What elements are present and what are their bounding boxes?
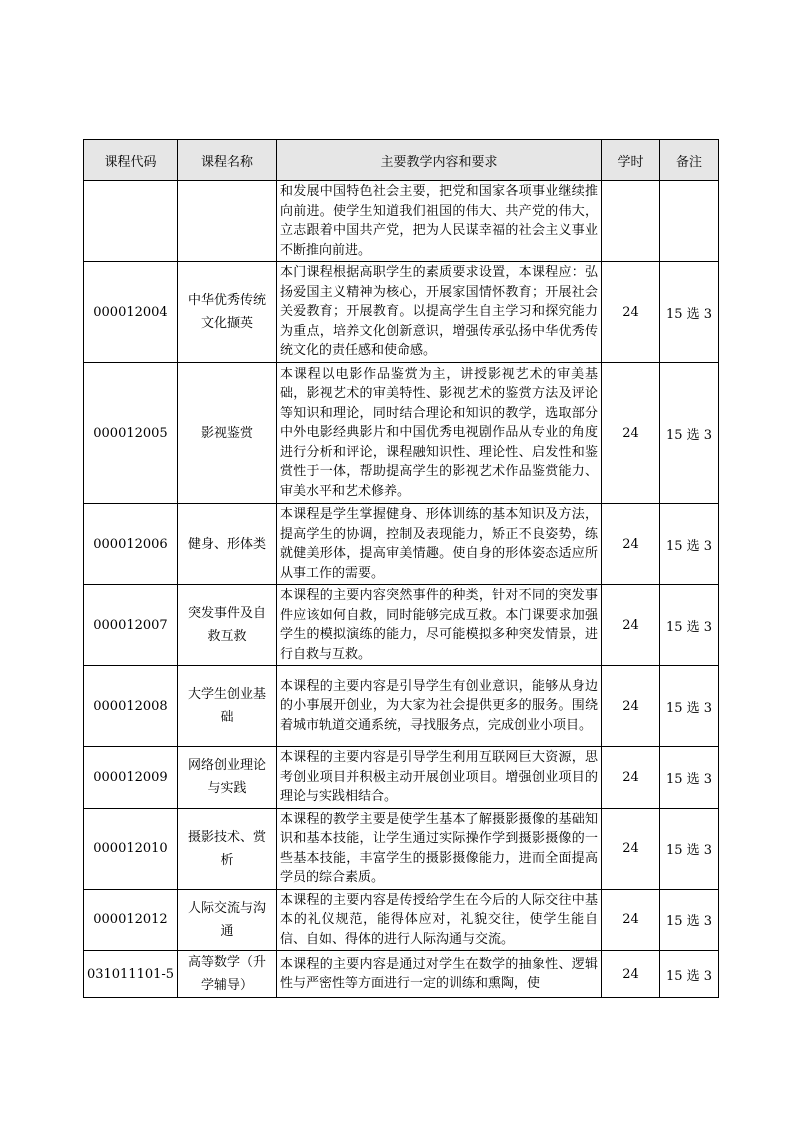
course-name: 网络创业理论与实践	[178, 747, 277, 809]
course-hours: 24	[602, 747, 660, 809]
table-row	[84, 585, 719, 666]
course-description: 本课程的主要内容是通过对学生在数学的抽象性、逻辑性与严密性等方面进行一定的训练和熏陶，使	[277, 951, 602, 998]
course-description: 和发展中国特色社会主要，把党和国家各项事业继续推向前进。使学生知道我们祖国的伟大、共产党的伟大，立志跟着中国共产党，把为人民谋幸福的社会主义事业不断推向前进。	[277, 181, 602, 262]
table-row	[84, 808, 719, 889]
course-code: 000012004	[84, 262, 178, 363]
header-course-code: 课程代码	[84, 140, 178, 181]
course-code: 000012007	[84, 585, 178, 666]
course-code: 000012009	[84, 747, 178, 809]
course-hours: 24	[602, 951, 660, 998]
course-code: 000012006	[84, 504, 178, 585]
course-hours: 24	[602, 808, 660, 889]
course-code: 000012012	[84, 889, 178, 951]
course-note: 15 选 3	[660, 585, 719, 666]
course-note: 15 选 3	[660, 808, 719, 889]
course-code	[84, 181, 178, 262]
course-name: 大学生创业基础	[178, 666, 277, 747]
header-hours: 学时	[602, 140, 660, 181]
course-description: 本课程的主要内容是引导学生利用互联网巨大资源，思考创业项目并积极主动开展创业项目。增强创业项目的理论与实践相结合。	[277, 747, 602, 809]
table-row	[84, 666, 719, 747]
course-note: 15 选 3	[660, 504, 719, 585]
table-row	[84, 504, 719, 585]
table-row	[84, 363, 719, 504]
course-description: 本课程是学生掌握健身、形体训练的基本知识及方法，提高学生的协调，控制及表现能力，矫正不良姿势，练就健美形体，提高审美情趣。使自身的形体姿态适应所从事工作的需要。	[277, 504, 602, 585]
header-course-name: 课程名称	[178, 140, 277, 181]
course-note: 15 选 3	[660, 747, 719, 809]
course-name: 人际交流与沟通	[178, 889, 277, 951]
course-description: 本课程的主要内容突然事件的种类，针对不同的突发事件应该如何自救，同时能够完成互救。本门课要求加强学生的模拟演练的能力，尽可能模拟多种突发情景，进行自救与互救。	[277, 585, 602, 666]
course-description: 本课程的主要内容是引导学生有创业意识，能够从身边的小事展开创业，为大家为社会提供更多的服务。围绕着城市轨道交通系统，寻找服务点，完成创业小项目。	[277, 666, 602, 747]
course-hours	[602, 181, 660, 262]
course-hours: 24	[602, 262, 660, 363]
course-name: 影视鉴赏	[178, 363, 277, 504]
course-hours: 24	[602, 585, 660, 666]
course-hours: 24	[602, 504, 660, 585]
course-name: 高等数学（升学辅导）	[178, 951, 277, 998]
course-note: 15 选 3	[660, 666, 719, 747]
header-note: 备注	[660, 140, 719, 181]
course-table	[83, 139, 719, 998]
course-name: 中华优秀传统文化撷英	[178, 262, 277, 363]
course-name: 摄影技术、赏析	[178, 808, 277, 889]
course-hours: 24	[602, 666, 660, 747]
course-hours: 24	[602, 363, 660, 504]
header-course-content: 主要教学内容和要求	[277, 140, 602, 181]
table-row	[84, 262, 719, 363]
course-code: 000012008	[84, 666, 178, 747]
course-note	[660, 181, 719, 262]
table-row	[84, 951, 719, 998]
course-note: 15 选 3	[660, 889, 719, 951]
table-row	[84, 747, 719, 809]
course-description: 本课程的教学主要是使学生基本了解摄影摄像的基础知识和基本技能，让学生通过实际操作学到摄影摄像的一些基本技能，丰富学生的摄影摄像能力，进而全面提高学员的综合素质。	[277, 808, 602, 889]
table-row	[84, 181, 719, 262]
course-description: 本课程以电影作品鉴赏为主，讲授影视艺术的审美基础，影视艺术的审美特性、影视艺术的鉴赏方法及评论等知识和理论，同时结合理论和知识的教学，选取部分中外电影经典影片和中国优秀电视剧作品从专业的角度进行分析和评论，课程融知识性、理论性、启发性和鉴赏性于一体，帮助提高学生的影视艺术作品鉴赏能力、审美水平和艺术修养。	[277, 363, 602, 504]
table-header-row	[84, 140, 719, 181]
course-name: 突发事件及自救互救	[178, 585, 277, 666]
course-code: 000012010	[84, 808, 178, 889]
course-hours: 24	[602, 889, 660, 951]
course-description: 本门课程根据高职学生的素质要求设置，本课程应：弘扬爱国主义精神为核心，开展家国情怀教育；开展社会关爱教育；开展教育。以提高学生自主学习和探究能力为重点，培养文化创新意识，增强传承弘扬中华优秀传统文化的责任感和使命感。	[277, 262, 602, 363]
course-note: 15 选 3	[660, 951, 719, 998]
course-code: 031011101-5	[84, 951, 178, 998]
course-description: 本课程的主要内容是传授给学生在今后的人际交往中基本的礼仪规范，能得体应对，礼貌交往，使学生能自信、自如、得体的进行人际沟通与交流。	[277, 889, 602, 951]
course-name	[178, 181, 277, 262]
course-note: 15 选 3	[660, 262, 719, 363]
course-note: 15 选 3	[660, 363, 719, 504]
course-code: 000012005	[84, 363, 178, 504]
table-row	[84, 889, 719, 951]
course-name: 健身、形体类	[178, 504, 277, 585]
